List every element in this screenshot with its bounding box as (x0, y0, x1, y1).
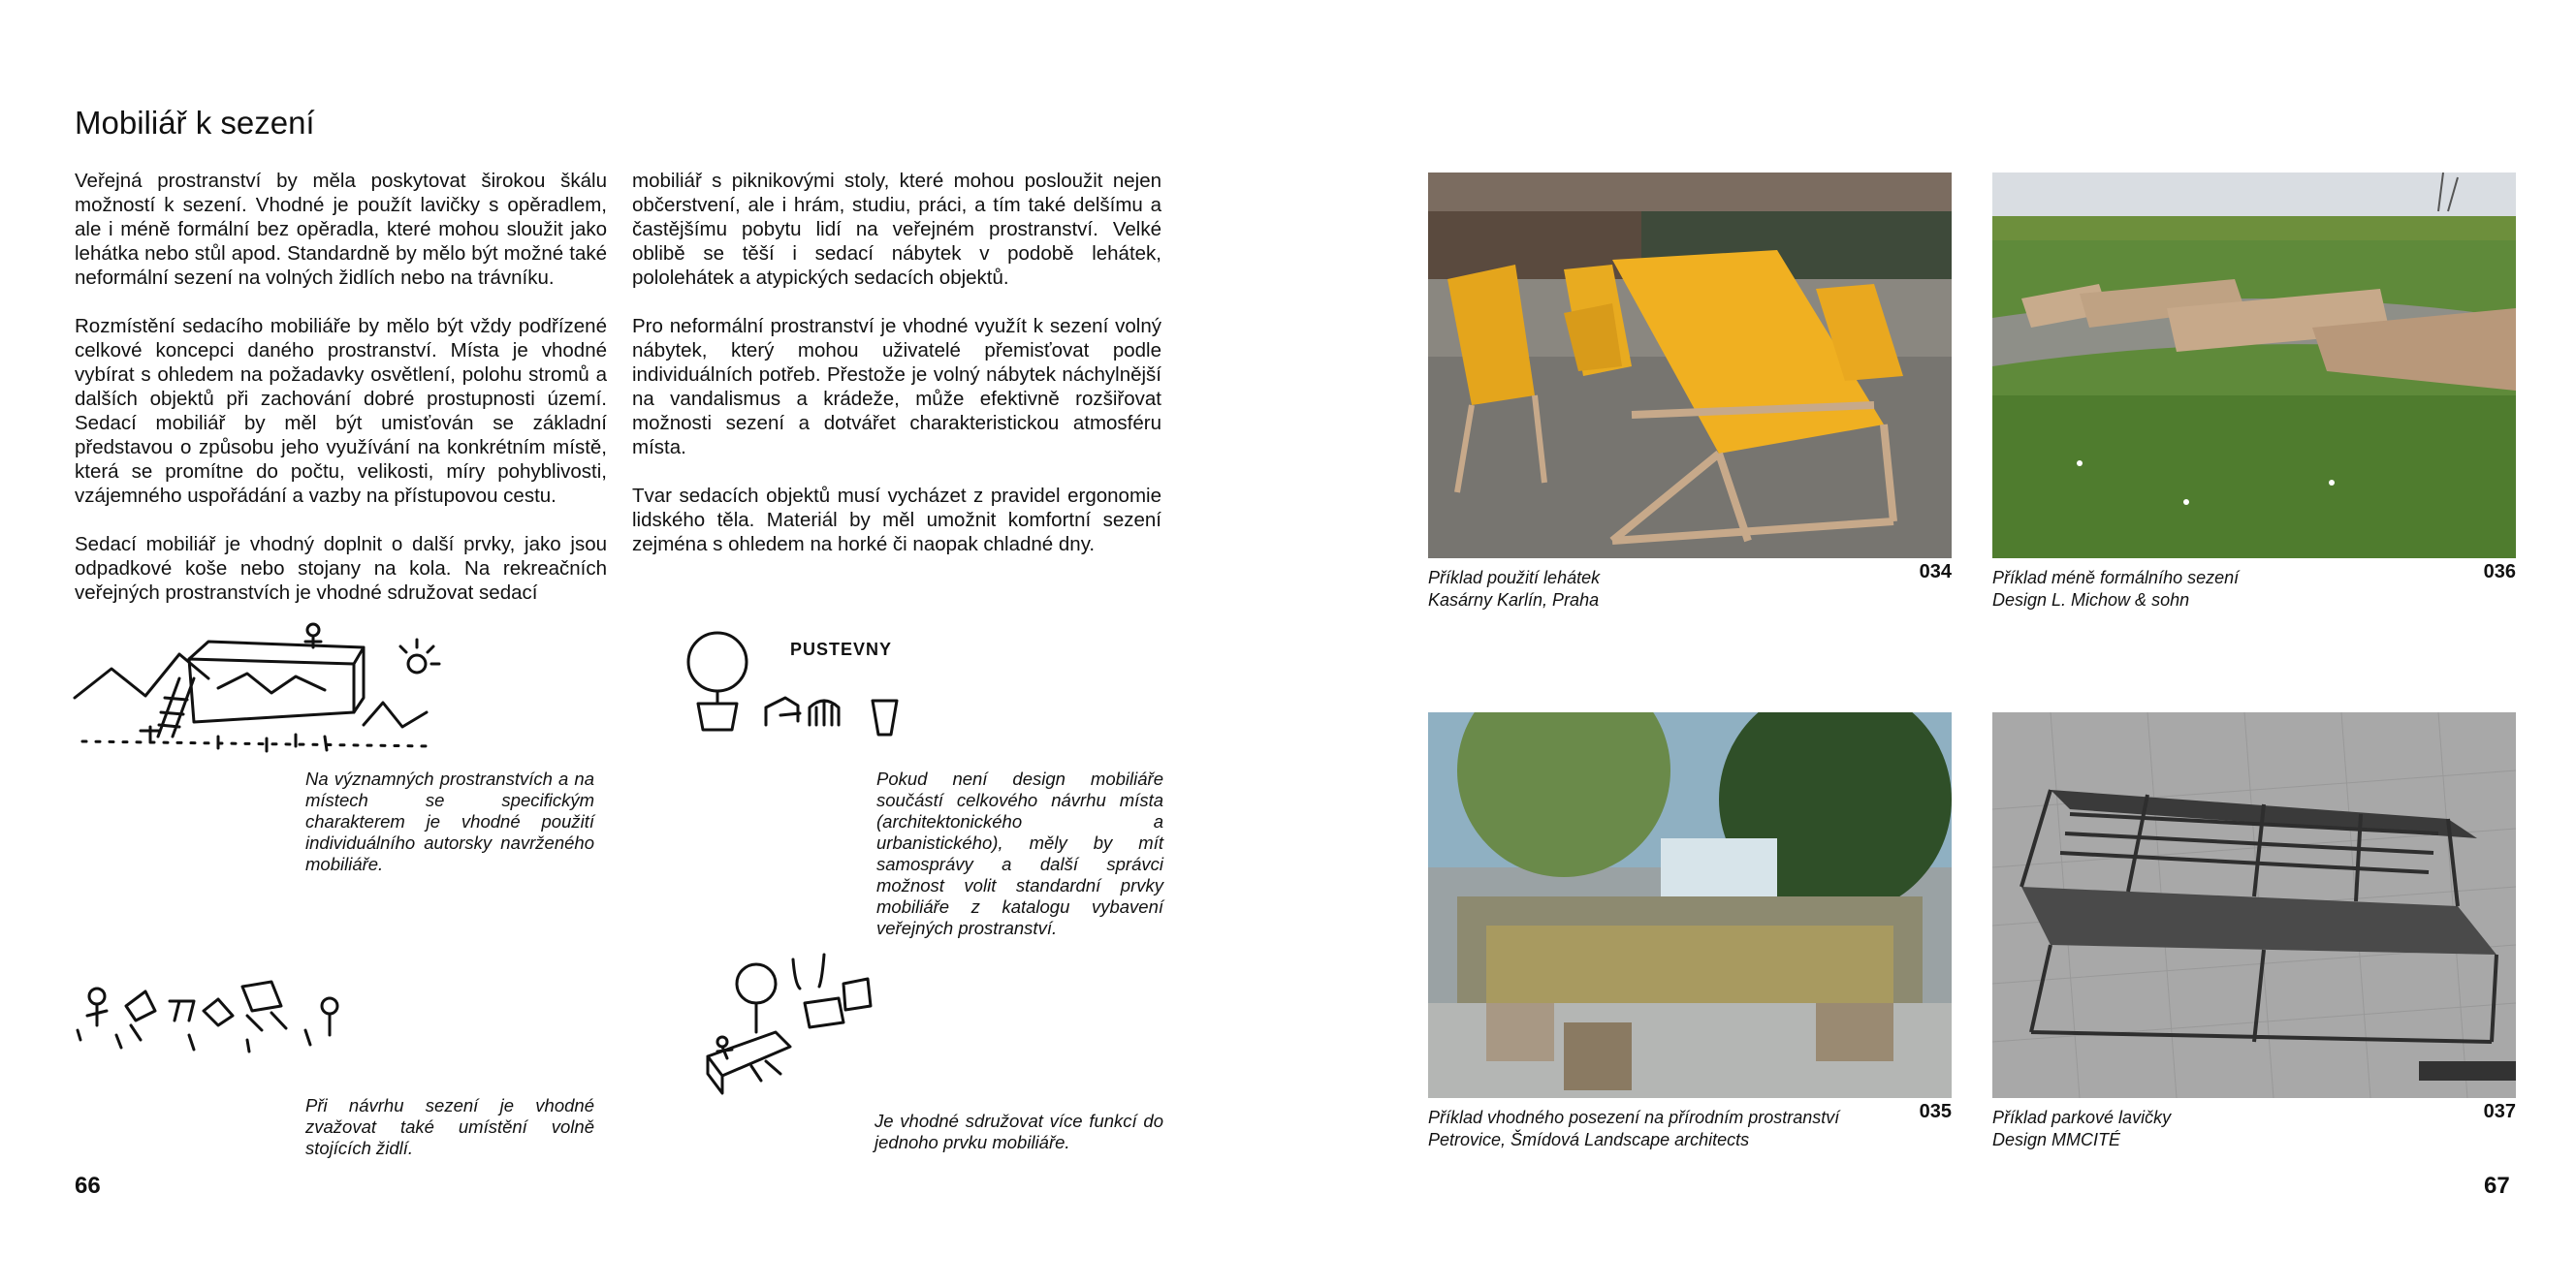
sketch-multifunction-illustration (698, 950, 911, 1100)
photo-caption-036 (1992, 561, 2516, 612)
text-column-2 (632, 169, 1161, 581)
caption-line: Design MMCITÉ (1992, 1130, 2121, 1149)
photo-number: 034 (1919, 561, 1952, 582)
sketch-label: PUSTEVNY (790, 640, 893, 659)
sketch-caption-b: Pokud není design mobiliáře součástí celkového návrhu místa (architektonického a urbanistického), měly by mít samosprávy a další správci možnost volit standardní prvky mobiliáře z katalogu vybavení veřejných prostranství. (876, 769, 1163, 938)
sketch-landscape-illustration (73, 620, 441, 756)
photo-number: 036 (2483, 561, 2516, 582)
page-number-left: 66 (75, 1173, 101, 1199)
caption-line: Příklad méně formálního sezení (1992, 568, 2240, 587)
page-number-right: 67 (2484, 1173, 2510, 1199)
photo-park-bench (1992, 712, 2516, 1098)
paragraph: Rozmístění sedacího mobiliáře by mělo být vždy podřízené celkové koncepci daného prostranství. Místa je vhodné vybírat s ohledem na požadavky osvětlení, polohu stromů a dalších objektů při zachování dobré prostupnosti území. Sedací mobiliář by měl být umisťován se základní představou o způsobu jeho využívání na konkrétním místě, která se promítne do počtu, velikosti, míry pohyblivosti, vzájemného uspořádání a vazby na přístupovou cestu. (75, 315, 607, 507)
photo-number: 037 (2483, 1101, 2516, 1122)
sketch-caption-d: Je vhodné sdružovat více funkcí do jednoho prvku mobiliáře. (875, 1111, 1163, 1152)
caption-line: Příklad parkové lavičky (1992, 1108, 2172, 1127)
caption-line: Design L. Michow & sohn (1992, 590, 2190, 610)
photo-caption-034 (1428, 561, 1952, 612)
sketch-caption-a: Na významných prostranstvích a na místech se specifickým charakterem je vhodné použití individuálního autorsky navrženého mobiliáře. (305, 769, 594, 874)
page-title: Mobiliář k sezení (75, 105, 315, 141)
paragraph: Sedací mobiliář je vhodný doplnit o další prvky, jako jsou odpadkové koše nebo stojany na kola. Na rekreačních veřejných prostranstvích je vhodné sdružovat sedací (75, 533, 607, 604)
photo-number: 035 (1919, 1101, 1952, 1122)
paragraph: Veřejná prostranství by měla poskytovat širokou škálu možností k sezení. Vhodné je použít lavičky s opěradlem, ale i méně formální bez opěradla, které mohou sloužit jako lehátka nebo stůl apod. Standardně by mělo být možné také neformální sezení na volných židlích nebo na trávníku. (75, 170, 607, 289)
paragraph: Tvar sedacích objektů musí vycházet z pravidel ergonomie lidského těla. Materiál by měl umožnit komfortní sezení zejména s ohledem na horké či naopak chladné dny. (632, 485, 1161, 555)
caption-line: Příklad použití lehátek (1428, 568, 1601, 587)
text-column-1 (75, 169, 607, 605)
photo-caption-035 (1428, 1101, 1952, 1151)
sketch-caption-c: Při návrhu sezení je vhodné zvažovat také umístění volně stojících židlí. (305, 1095, 594, 1158)
caption-line: Kasárny Karlín, Praha (1428, 590, 1600, 610)
caption-line: Petrovice, Šmídová Landscape architects (1428, 1130, 1750, 1149)
photo-deck-chairs (1428, 173, 1952, 558)
caption-line: Příklad vhodného posezení na přírodním prostranství (1428, 1108, 1840, 1127)
paragraph: mobiliář s piknikovými stoly, které mohou posloužit nejen občerstvení, ale i hrám, studiu, práci, a tím také delšímu a častějšímu pobytu lidí na veřejném prostranství. Velké oblibě se těší i sedací nábytek v podobě lehátek, pololehátek a atypických sedacích objektů. (632, 170, 1161, 289)
paragraph: Pro neformální prostranství je vhodné využít k sezení volný nábytek, který mohou uživatelé přemisťovat podle individuálních potřeb. Přestože je volný nábytek náchylnější na vandalismus a krádeže, může efektivně rozšiřovat možnosti sezení a dotvářet charakteristickou atmosféru místa. (632, 315, 1161, 458)
photo-natural-seating (1428, 712, 1952, 1098)
photo-wooden-loungers (1992, 173, 2516, 558)
sketch-chairs-illustration (73, 972, 364, 1059)
photo-caption-037 (1992, 1101, 2516, 1151)
